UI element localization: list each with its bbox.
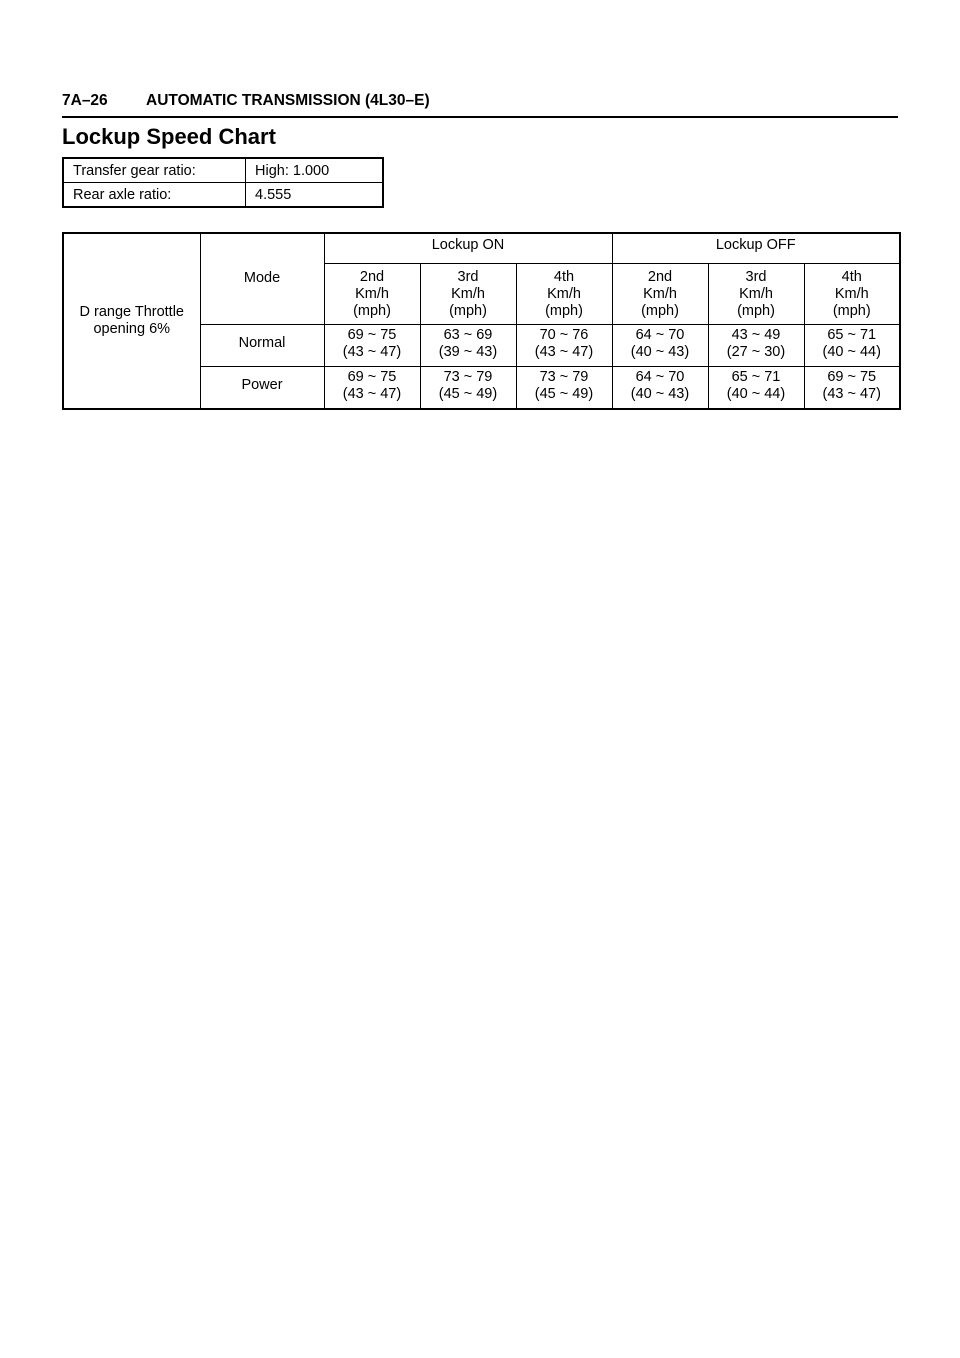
gear-unit: Km/h bbox=[739, 285, 773, 302]
gear-alt-unit: (mph) bbox=[641, 302, 679, 319]
speed-cell bbox=[324, 367, 420, 409]
page-title: Lockup Speed Chart bbox=[62, 124, 276, 149]
speed-cell bbox=[516, 367, 612, 409]
ratio-label: Transfer gear ratio: bbox=[63, 158, 246, 183]
speed-kmh: 73 ~ 79 bbox=[539, 369, 589, 385]
speed-cell bbox=[420, 367, 516, 409]
gear-alt-unit: (mph) bbox=[545, 302, 583, 319]
gear-alt-unit: (mph) bbox=[737, 302, 775, 319]
ratio-row bbox=[63, 158, 383, 183]
speed-mph: (27 ~ 30) bbox=[726, 344, 786, 360]
gear-name: 2nd bbox=[359, 268, 385, 285]
speed-cell bbox=[324, 325, 420, 367]
speed-mph: (40 ~ 43) bbox=[630, 344, 690, 360]
gear-unit: Km/h bbox=[834, 285, 869, 302]
speed-kmh: 70 ~ 76 bbox=[539, 327, 589, 343]
gear-unit: Km/h bbox=[355, 285, 389, 302]
ratio-table bbox=[62, 157, 384, 208]
ratio-value: 4.555 bbox=[246, 183, 384, 208]
gear-header bbox=[324, 264, 420, 325]
gear-header bbox=[612, 264, 708, 325]
gear-alt-unit: (mph) bbox=[449, 302, 487, 319]
speed-cell bbox=[708, 367, 804, 409]
ratio-row bbox=[63, 183, 383, 208]
mode-header: Mode bbox=[200, 233, 324, 325]
gear-alt-unit: (mph) bbox=[832, 302, 871, 319]
speed-kmh: 69 ~ 75 bbox=[347, 327, 397, 343]
gear-header bbox=[804, 264, 900, 325]
gear-name: 4th bbox=[553, 268, 575, 285]
speed-mph: (43 ~ 47) bbox=[342, 386, 402, 402]
gear-header bbox=[516, 264, 612, 325]
speed-kmh: 43 ~ 49 bbox=[731, 327, 781, 343]
speed-mph: (40 ~ 43) bbox=[630, 386, 690, 402]
gear-name: 3rd bbox=[745, 268, 767, 285]
speed-cell bbox=[708, 325, 804, 367]
gear-name: 3rd bbox=[457, 268, 479, 285]
mode-name: Normal bbox=[200, 325, 324, 367]
gear-unit: Km/h bbox=[643, 285, 677, 302]
gear-header bbox=[708, 264, 804, 325]
speed-cell bbox=[420, 325, 516, 367]
ratio-value: High: 1.000 bbox=[246, 158, 384, 183]
group-lockup-on: Lockup ON bbox=[324, 233, 612, 264]
header-divider bbox=[62, 116, 898, 118]
speed-kmh: 73 ~ 79 bbox=[443, 369, 493, 385]
gear-unit: Km/h bbox=[451, 285, 485, 302]
speed-cell bbox=[804, 325, 900, 367]
speed-kmh: 64 ~ 70 bbox=[635, 327, 685, 343]
section-title: AUTOMATIC TRANSMISSION (4L30–E) bbox=[146, 92, 430, 109]
range-label-cell bbox=[63, 233, 200, 409]
speed-kmh: 64 ~ 70 bbox=[635, 369, 685, 385]
lockup-speed-table bbox=[62, 232, 901, 410]
ratio-label: Rear axle ratio: bbox=[63, 183, 246, 208]
speed-cell bbox=[612, 367, 708, 409]
page-number: 7A–26 bbox=[62, 92, 108, 109]
speed-kmh: 65 ~ 71 bbox=[827, 327, 877, 343]
speed-mph: (40 ~ 44) bbox=[822, 344, 881, 360]
group-header-row bbox=[63, 233, 900, 264]
speed-kmh: 63 ~ 69 bbox=[443, 327, 493, 343]
speed-mph: (45 ~ 49) bbox=[534, 386, 594, 402]
speed-kmh: 65 ~ 71 bbox=[731, 369, 781, 385]
speed-kmh: 69 ~ 75 bbox=[347, 369, 397, 385]
gear-header bbox=[420, 264, 516, 325]
speed-cell bbox=[612, 325, 708, 367]
speed-mph: (43 ~ 47) bbox=[534, 344, 594, 360]
speed-cell bbox=[804, 367, 900, 409]
gear-alt-unit: (mph) bbox=[353, 302, 391, 319]
range-label: D range Throttle opening 6% bbox=[79, 303, 184, 337]
gear-name: 2nd bbox=[647, 268, 673, 285]
group-lockup-off: Lockup OFF bbox=[612, 233, 900, 264]
speed-mph: (43 ~ 47) bbox=[822, 386, 881, 402]
gear-unit: Km/h bbox=[547, 285, 581, 302]
speed-mph: (40 ~ 44) bbox=[726, 386, 786, 402]
page-header bbox=[62, 92, 898, 110]
speed-cell bbox=[516, 325, 612, 367]
speed-mph: (43 ~ 47) bbox=[342, 344, 402, 360]
mode-name: Power bbox=[200, 367, 324, 409]
speed-mph: (45 ~ 49) bbox=[438, 386, 498, 402]
speed-kmh: 69 ~ 75 bbox=[827, 369, 877, 385]
gear-name: 4th bbox=[841, 268, 862, 285]
speed-mph: (39 ~ 43) bbox=[438, 344, 498, 360]
